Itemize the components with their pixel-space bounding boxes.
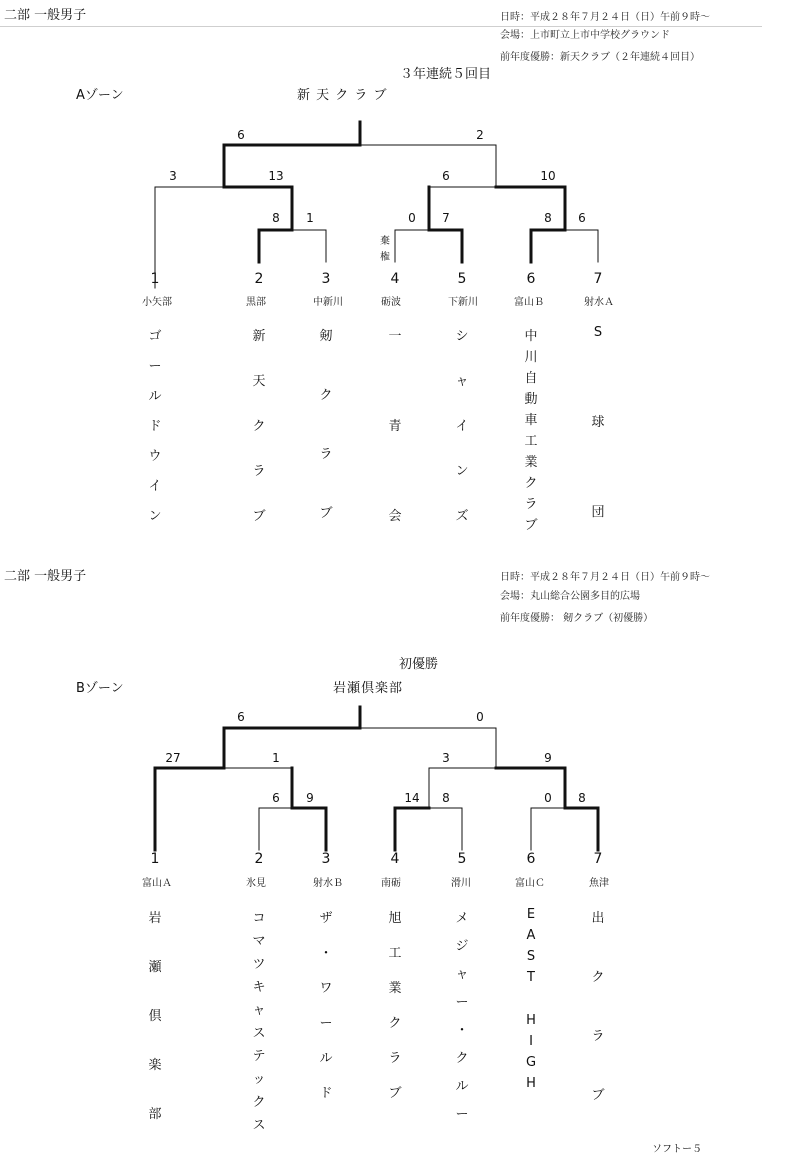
name-char: ル — [455, 1079, 469, 1094]
name-char: ラ — [252, 464, 266, 479]
team-name-vertical — [591, 907, 604, 1103]
section-b-score-r1-e: 0 — [544, 791, 552, 805]
team-area: 射水Ｂ — [313, 878, 343, 889]
name-char: ・ — [319, 946, 333, 961]
name-char: テ — [252, 1049, 266, 1064]
name-char: コ — [252, 911, 266, 926]
name-char: ン — [148, 509, 162, 524]
section-b-score-sf-right-a: 3 — [442, 751, 450, 765]
name-char: 業 — [388, 981, 402, 996]
name-char: ャ — [455, 374, 469, 389]
section-b-score-final-right: 0 — [476, 710, 484, 724]
name-char: ス — [252, 1026, 266, 1041]
name-char: ワ — [319, 981, 333, 996]
name-char: シ — [455, 329, 469, 344]
team-area: 射水Ａ — [584, 297, 614, 308]
section-a-venue: 会場：上市町立上市中学校グラウンド — [500, 30, 670, 41]
team-area: 南砺 — [381, 878, 401, 889]
name-char: ル — [319, 1051, 333, 1066]
section-b-note: 初優勝 — [399, 657, 439, 672]
page-footer: ソフトー５ — [652, 1144, 702, 1155]
name-char: 倶 — [148, 1009, 162, 1024]
team-number: 7 — [593, 271, 603, 287]
name-char: 青 — [388, 419, 402, 434]
name-char: ラ — [524, 497, 538, 512]
name-char: ウ — [148, 449, 162, 464]
name-char: ッ — [252, 1072, 266, 1087]
name-char: H — [526, 1076, 536, 1091]
team-number: 4 — [390, 271, 400, 287]
section-b-title: 二部 一般男子 — [4, 569, 87, 584]
name-char: ツ — [252, 957, 266, 972]
name-char: 一 — [388, 329, 402, 344]
name-char: 部 — [148, 1107, 162, 1122]
section-b-score-r1-c: 14 — [404, 791, 420, 805]
team-number: 6 — [526, 271, 536, 287]
section-a-streak-note: ３年連続５回目 — [400, 67, 492, 82]
team-number: 5 — [457, 271, 467, 287]
section-a-champion: 新 天 ク ラ ブ — [297, 88, 388, 103]
section-b-score-sf-right-b: 9 — [544, 751, 552, 765]
team-number: 3 — [321, 271, 331, 287]
team-area: 中新川 — [313, 297, 343, 308]
name-char: ス — [252, 1118, 266, 1133]
name-char: S — [526, 949, 536, 964]
team-area: 氷見 — [246, 878, 266, 889]
team-name-vertical — [455, 907, 468, 1122]
name-char: ド — [148, 419, 162, 434]
team-number: 5 — [457, 851, 467, 867]
name-char: ー — [455, 995, 469, 1010]
name-char: ラ — [591, 1029, 605, 1044]
name-char: ク — [388, 1016, 402, 1031]
section-a-score-r1-d: 7 — [442, 211, 450, 225]
section-b-score-final-left: 6 — [237, 710, 245, 724]
section-a-score-final-left: 6 — [237, 128, 245, 142]
name-char: I — [529, 1034, 533, 1049]
name-char: ク — [252, 1095, 266, 1110]
name-char: A — [526, 928, 536, 943]
section-b-score-r1-f: 8 — [578, 791, 586, 805]
section-a-score-r1-b: 1 — [306, 211, 314, 225]
section-b-score-r1-b: 9 — [306, 791, 314, 805]
name-char: ラ — [319, 447, 333, 462]
name-char: 楽 — [148, 1058, 162, 1073]
name-char: ブ — [252, 509, 266, 524]
name-char: イ — [148, 479, 162, 494]
name-char: ゴ — [148, 329, 162, 344]
name-char: イ — [455, 419, 469, 434]
section-b-venue: 会場：丸山総合公園多目的広場 — [500, 591, 640, 602]
name-char: ー — [319, 1016, 333, 1031]
name-char: ・ — [455, 1023, 469, 1038]
name-char: ラ — [388, 1051, 402, 1066]
section-a-score-r1-e: 8 — [544, 211, 552, 225]
name-char: 瀬 — [148, 960, 162, 975]
team-name-vertical — [252, 907, 265, 1133]
name-char: ル — [148, 389, 162, 404]
name-char: 工 — [524, 434, 538, 449]
name-char: S — [593, 325, 603, 340]
team-number: 2 — [254, 851, 264, 867]
name-char: ク — [252, 419, 266, 434]
team-area: 滑川 — [451, 878, 471, 889]
team-number: 6 — [526, 851, 536, 867]
section-b-champion: 岩瀬倶楽部 — [333, 681, 404, 696]
section-a-score-sf-right-b: 10 — [540, 169, 556, 183]
name-char: 団 — [591, 505, 605, 520]
team-number: 3 — [321, 851, 331, 867]
section-a-zone: Aゾーン — [76, 88, 124, 103]
name-char: ク — [319, 388, 333, 403]
team-area: 小矢部 — [142, 297, 172, 308]
name-char: 岩 — [148, 911, 162, 926]
name-char: T — [527, 970, 535, 985]
name-char: ク — [455, 1051, 469, 1066]
name-char: G — [525, 1055, 537, 1070]
section-a-score-sf-left-b: 13 — [268, 169, 284, 183]
section-a-title: 二部 一般男子 — [4, 8, 87, 23]
name-char: ジ — [455, 939, 469, 954]
team-area: 下新川 — [448, 297, 478, 308]
section-b-score-sf-left-a: 27 — [165, 751, 181, 765]
name-char: ー — [455, 1107, 469, 1122]
name-char: ャ — [455, 967, 469, 982]
section-a-score-final-right: 2 — [476, 128, 484, 142]
section-b-score-r1-a: 6 — [272, 791, 280, 805]
team-number: 1 — [150, 271, 160, 287]
name-char: 会 — [388, 509, 402, 524]
name-char: 車 — [524, 413, 538, 428]
name-char: ド — [319, 1086, 333, 1101]
name-char: 球 — [591, 415, 605, 430]
section-b-zone: Bゾーン — [76, 681, 124, 696]
name-char: 動 — [524, 392, 538, 407]
name-char: 旭 — [388, 911, 402, 926]
team-number: 7 — [593, 851, 603, 867]
section-a-score-sf-left-a: 3 — [169, 169, 177, 183]
team-number: 2 — [254, 271, 264, 287]
name-char: ク — [524, 476, 538, 491]
name-char: ブ — [319, 506, 333, 521]
name-char: ブ — [591, 1088, 605, 1103]
section-a-date: 日時：平成２８年７月２４日（日）午前９時～ — [500, 12, 710, 23]
name-char: 出 — [591, 911, 605, 926]
section-b-date: 日時：平成２８年７月２４日（日）午前９時～ — [500, 572, 710, 583]
team-name-vertical — [148, 907, 161, 1122]
section-b-prev-winner: 前年度優勝： 剱クラブ（初優勝） — [500, 613, 654, 624]
name-char: ー — [148, 359, 162, 374]
section-a-score-r1-c: 0 — [408, 211, 416, 225]
name-char: ク — [591, 970, 605, 985]
section-b-score-r1-d: 8 — [442, 791, 450, 805]
name-char: 中 — [524, 329, 538, 344]
team-area: 富山Ａ — [142, 878, 172, 889]
team-name-vertical — [319, 907, 332, 1101]
section-a-score-r1-f: 6 — [578, 211, 586, 225]
forfeit-char: 棄 — [380, 236, 390, 247]
section-a-score-r1-a: 8 — [272, 211, 280, 225]
section-b-score-sf-left-b: 1 — [272, 751, 280, 765]
team-number: 4 — [390, 851, 400, 867]
name-char: ザ — [319, 911, 333, 926]
name-char: メ — [455, 911, 469, 926]
team-name-vertical — [388, 907, 401, 1101]
name-char: ン — [455, 464, 469, 479]
team-name-vertical — [526, 907, 536, 1091]
name-char: 剱 — [319, 329, 333, 344]
team-number: 1 — [150, 851, 160, 867]
section-a-score-sf-right-a: 6 — [442, 169, 450, 183]
name-char: 工 — [388, 946, 402, 961]
name-char: 自 — [524, 371, 538, 386]
section-a-prev-winner: 前年度優勝：新天クラブ（２年連続４回目） — [500, 52, 700, 63]
name-char: 天 — [252, 374, 266, 389]
team-area: 富山Ｂ — [514, 297, 544, 308]
name-char: マ — [252, 934, 266, 949]
team-area: 魚津 — [589, 878, 609, 889]
forfeit-char: 権 — [380, 252, 390, 263]
team-area: 砺波 — [381, 297, 401, 308]
name-char: 川 — [524, 350, 538, 365]
team-area: 富山Ｃ — [515, 878, 545, 889]
name-char: ズ — [455, 509, 469, 524]
name-char: H — [526, 1013, 536, 1028]
name-char: ブ — [388, 1086, 402, 1101]
name-char: E — [526, 907, 536, 922]
team-area: 黒部 — [246, 297, 266, 308]
name-char: 業 — [524, 455, 538, 470]
name-char: キ — [252, 980, 266, 995]
name-char: ャ — [252, 1003, 266, 1018]
name-char: ブ — [524, 518, 538, 533]
name-char: 新 — [252, 329, 266, 344]
